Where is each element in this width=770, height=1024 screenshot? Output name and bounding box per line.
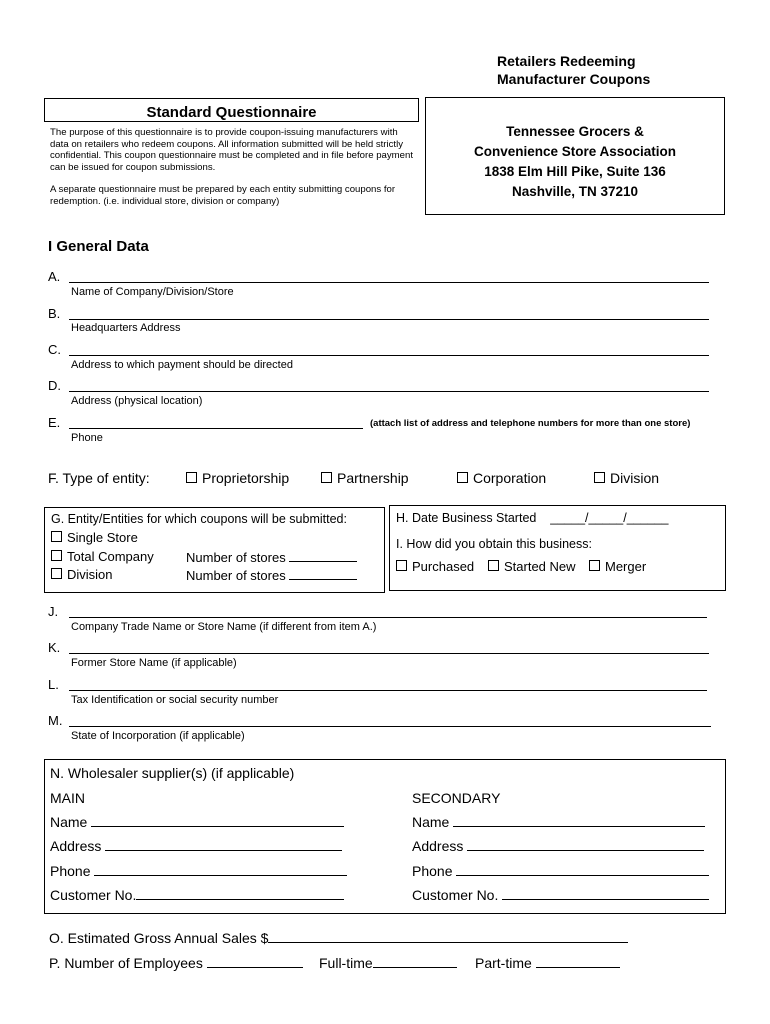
fulltime-blank[interactable] bbox=[373, 955, 457, 968]
stores-blank[interactable] bbox=[289, 567, 357, 580]
field-letter-d: D. bbox=[48, 378, 61, 393]
employees-blank[interactable] bbox=[207, 955, 303, 968]
field-j-caption: Company Trade Name or Store Name (if different from item A.) bbox=[71, 621, 377, 633]
field-m-caption: State of Incorporation (if applicable) bbox=[71, 730, 245, 742]
entity-option-corporation[interactable] bbox=[457, 470, 546, 486]
checkbox-icon[interactable] bbox=[457, 472, 468, 483]
questionnaire-para1: The purpose of this questionnaire is to provide coupon-issuing manufacturers with data on retailers who redeem coupons. All information submitted will be held strictly confidential. This coupon questionnaire must be completed and in file before payment can be issued for coupon submissions. bbox=[50, 127, 414, 173]
field-a-caption: Name of Company/Division/Store bbox=[71, 286, 234, 298]
stores-blank[interactable] bbox=[289, 549, 357, 562]
section-heading: I General Data bbox=[48, 238, 149, 255]
how-option-label: Purchased bbox=[412, 559, 475, 574]
field-b-line[interactable] bbox=[69, 319, 709, 320]
how-option-purchased[interactable] bbox=[396, 559, 474, 574]
how-option-label: Merger bbox=[605, 559, 647, 574]
parttime-label: Part-time bbox=[475, 955, 532, 971]
stores-label: Number of stores bbox=[186, 568, 286, 583]
main-name-row[interactable] bbox=[50, 814, 344, 830]
main-phone-blank[interactable] bbox=[94, 863, 347, 876]
field-letter-l: L. bbox=[48, 677, 59, 692]
secondary-name-row[interactable] bbox=[412, 814, 705, 830]
how-option-merger[interactable] bbox=[589, 559, 646, 574]
date-started-row[interactable] bbox=[396, 511, 668, 525]
questionnaire-heading: Standard Questionnaire bbox=[146, 104, 317, 121]
association-box bbox=[425, 97, 725, 215]
entity-coupons-box bbox=[44, 507, 385, 593]
association-line3: 1838 Elm Hill Pike, Suite 136 bbox=[484, 164, 666, 179]
field-e-caption: Phone bbox=[71, 432, 103, 444]
questionnaire-intro bbox=[50, 127, 418, 207]
main-name-blank[interactable] bbox=[91, 814, 344, 827]
field-j-line[interactable] bbox=[69, 617, 707, 618]
form-title-line2: Manufacturer Coupons bbox=[497, 71, 651, 87]
secondary-phone-label: Phone bbox=[412, 863, 453, 879]
main-customer-label: Customer No. bbox=[50, 887, 137, 903]
field-d-line[interactable] bbox=[69, 391, 709, 392]
field-letter-e: E. bbox=[48, 415, 61, 430]
sales-blank[interactable] bbox=[268, 930, 628, 943]
employees-label: P. Number of Employees bbox=[49, 955, 203, 971]
box-g-title: G. Entity/Entities for which coupons will be submitted: bbox=[51, 512, 347, 526]
date-started-blank[interactable]: _____/_____/______ bbox=[550, 511, 669, 525]
field-b-caption: Headquarters Address bbox=[71, 322, 181, 334]
field-letter-c: C. bbox=[48, 342, 61, 357]
checkbox-icon[interactable] bbox=[594, 472, 605, 483]
main-address-row[interactable] bbox=[50, 838, 342, 854]
secondary-phone-blank[interactable] bbox=[456, 863, 709, 876]
secondary-address-blank[interactable] bbox=[467, 838, 704, 851]
employees-row[interactable] bbox=[49, 955, 303, 971]
secondary-address-label: Address bbox=[412, 838, 464, 854]
field-e-line[interactable] bbox=[69, 428, 363, 429]
date-started-label: H. Date Business Started bbox=[396, 511, 537, 525]
fulltime-label: Full-time bbox=[319, 955, 373, 971]
checkbox-icon[interactable] bbox=[51, 550, 62, 561]
checkbox-icon[interactable] bbox=[488, 560, 499, 571]
division-option[interactable] bbox=[51, 567, 113, 582]
main-customer-row[interactable] bbox=[50, 887, 344, 903]
field-m-line[interactable] bbox=[69, 726, 711, 727]
secondary-name-blank[interactable] bbox=[453, 814, 705, 827]
parttime-blank[interactable] bbox=[536, 955, 620, 968]
secondary-name-label: Name bbox=[412, 814, 450, 830]
checkbox-icon[interactable] bbox=[186, 472, 197, 483]
secondary-customer-blank[interactable] bbox=[502, 887, 709, 900]
entity-option-label: Proprietorship bbox=[202, 470, 290, 486]
sales-label: O. Estimated Gross Annual Sales $ bbox=[49, 930, 269, 946]
main-customer-blank[interactable] bbox=[136, 887, 344, 900]
entity-type-label: F. Type of entity: bbox=[48, 470, 150, 486]
main-name-label: Name bbox=[50, 814, 88, 830]
parttime-row[interactable] bbox=[475, 955, 620, 971]
association-line4: Nashville, TN 37210 bbox=[511, 184, 639, 199]
field-k-caption: Former Store Name (if applicable) bbox=[71, 657, 237, 669]
field-a-line[interactable] bbox=[69, 282, 709, 283]
sales-row[interactable] bbox=[49, 930, 628, 946]
secondary-customer-row[interactable] bbox=[412, 887, 709, 903]
checkbox-icon[interactable] bbox=[51, 568, 62, 579]
how-option-started-new[interactable] bbox=[488, 559, 576, 574]
stores-label: Number of stores bbox=[186, 550, 286, 565]
form-title-line1: Retailers Redeeming bbox=[497, 53, 636, 69]
field-letter-j: J. bbox=[48, 604, 59, 619]
secondary-phone-row[interactable] bbox=[412, 863, 709, 879]
entity-option-label: Partnership bbox=[337, 470, 409, 486]
entity-option-division[interactable] bbox=[594, 470, 659, 486]
checkbox-icon[interactable] bbox=[589, 560, 600, 571]
field-letter-k: K. bbox=[48, 640, 61, 655]
field-letter-b: B. bbox=[48, 306, 61, 321]
secondary-customer-label: Customer No. bbox=[412, 887, 499, 903]
questionnaire-para2: A separate questionnaire must be prepared by each entity submitting coupons for redemption. (i.e. individual store, division or company) bbox=[50, 184, 396, 207]
fulltime-row[interactable] bbox=[319, 955, 457, 971]
business-info-box bbox=[389, 505, 726, 591]
field-letter-m: M. bbox=[48, 713, 63, 728]
form-title bbox=[497, 52, 650, 88]
entity-option-proprietorship[interactable] bbox=[186, 470, 289, 486]
field-l-line[interactable] bbox=[69, 690, 707, 691]
wholesaler-secondary-heading: SECONDARY bbox=[412, 790, 501, 806]
checkbox-icon[interactable] bbox=[396, 560, 407, 571]
field-l-caption: Tax Identification or social security number bbox=[71, 694, 279, 706]
field-c-caption: Address to which payment should be directed bbox=[71, 359, 293, 371]
division-label: Division bbox=[67, 567, 113, 582]
association-line1: Tennessee Grocers & bbox=[506, 124, 644, 139]
entity-option-label: Division bbox=[610, 470, 660, 486]
entity-option-label: Corporation bbox=[473, 470, 547, 486]
checkbox-icon[interactable] bbox=[51, 531, 62, 542]
main-address-label: Address bbox=[50, 838, 102, 854]
association-line2: Convenience Store Association bbox=[473, 144, 677, 159]
wholesaler-box bbox=[44, 759, 726, 914]
total-company-label: Total Company bbox=[67, 549, 154, 564]
field-k-line[interactable] bbox=[69, 653, 709, 654]
single-store-option[interactable] bbox=[51, 530, 138, 545]
field-d-caption: Address (physical location) bbox=[71, 395, 203, 407]
stores-count-division[interactable] bbox=[186, 567, 357, 583]
total-company-option[interactable] bbox=[51, 549, 154, 564]
entity-option-partnership[interactable] bbox=[321, 470, 409, 486]
wholesaler-main-heading: MAIN bbox=[50, 790, 85, 806]
checkbox-icon[interactable] bbox=[321, 472, 332, 483]
wholesaler-title: N. Wholesaler supplier(s) (if applicable) bbox=[50, 765, 295, 781]
main-phone-row[interactable] bbox=[50, 863, 347, 879]
main-address-blank[interactable] bbox=[105, 838, 342, 851]
how-obtained-label: I. How did you obtain this business: bbox=[396, 537, 592, 551]
how-option-label: Started New bbox=[504, 559, 576, 574]
field-c-line[interactable] bbox=[69, 355, 709, 356]
main-phone-label: Phone bbox=[50, 863, 91, 879]
stores-count-total[interactable] bbox=[186, 549, 357, 565]
field-e-note: (attach list of address and telephone numbers for more than one store) bbox=[370, 418, 691, 429]
single-store-label: Single Store bbox=[67, 530, 138, 545]
secondary-address-row[interactable] bbox=[412, 838, 704, 854]
field-letter-a: A. bbox=[48, 269, 61, 284]
